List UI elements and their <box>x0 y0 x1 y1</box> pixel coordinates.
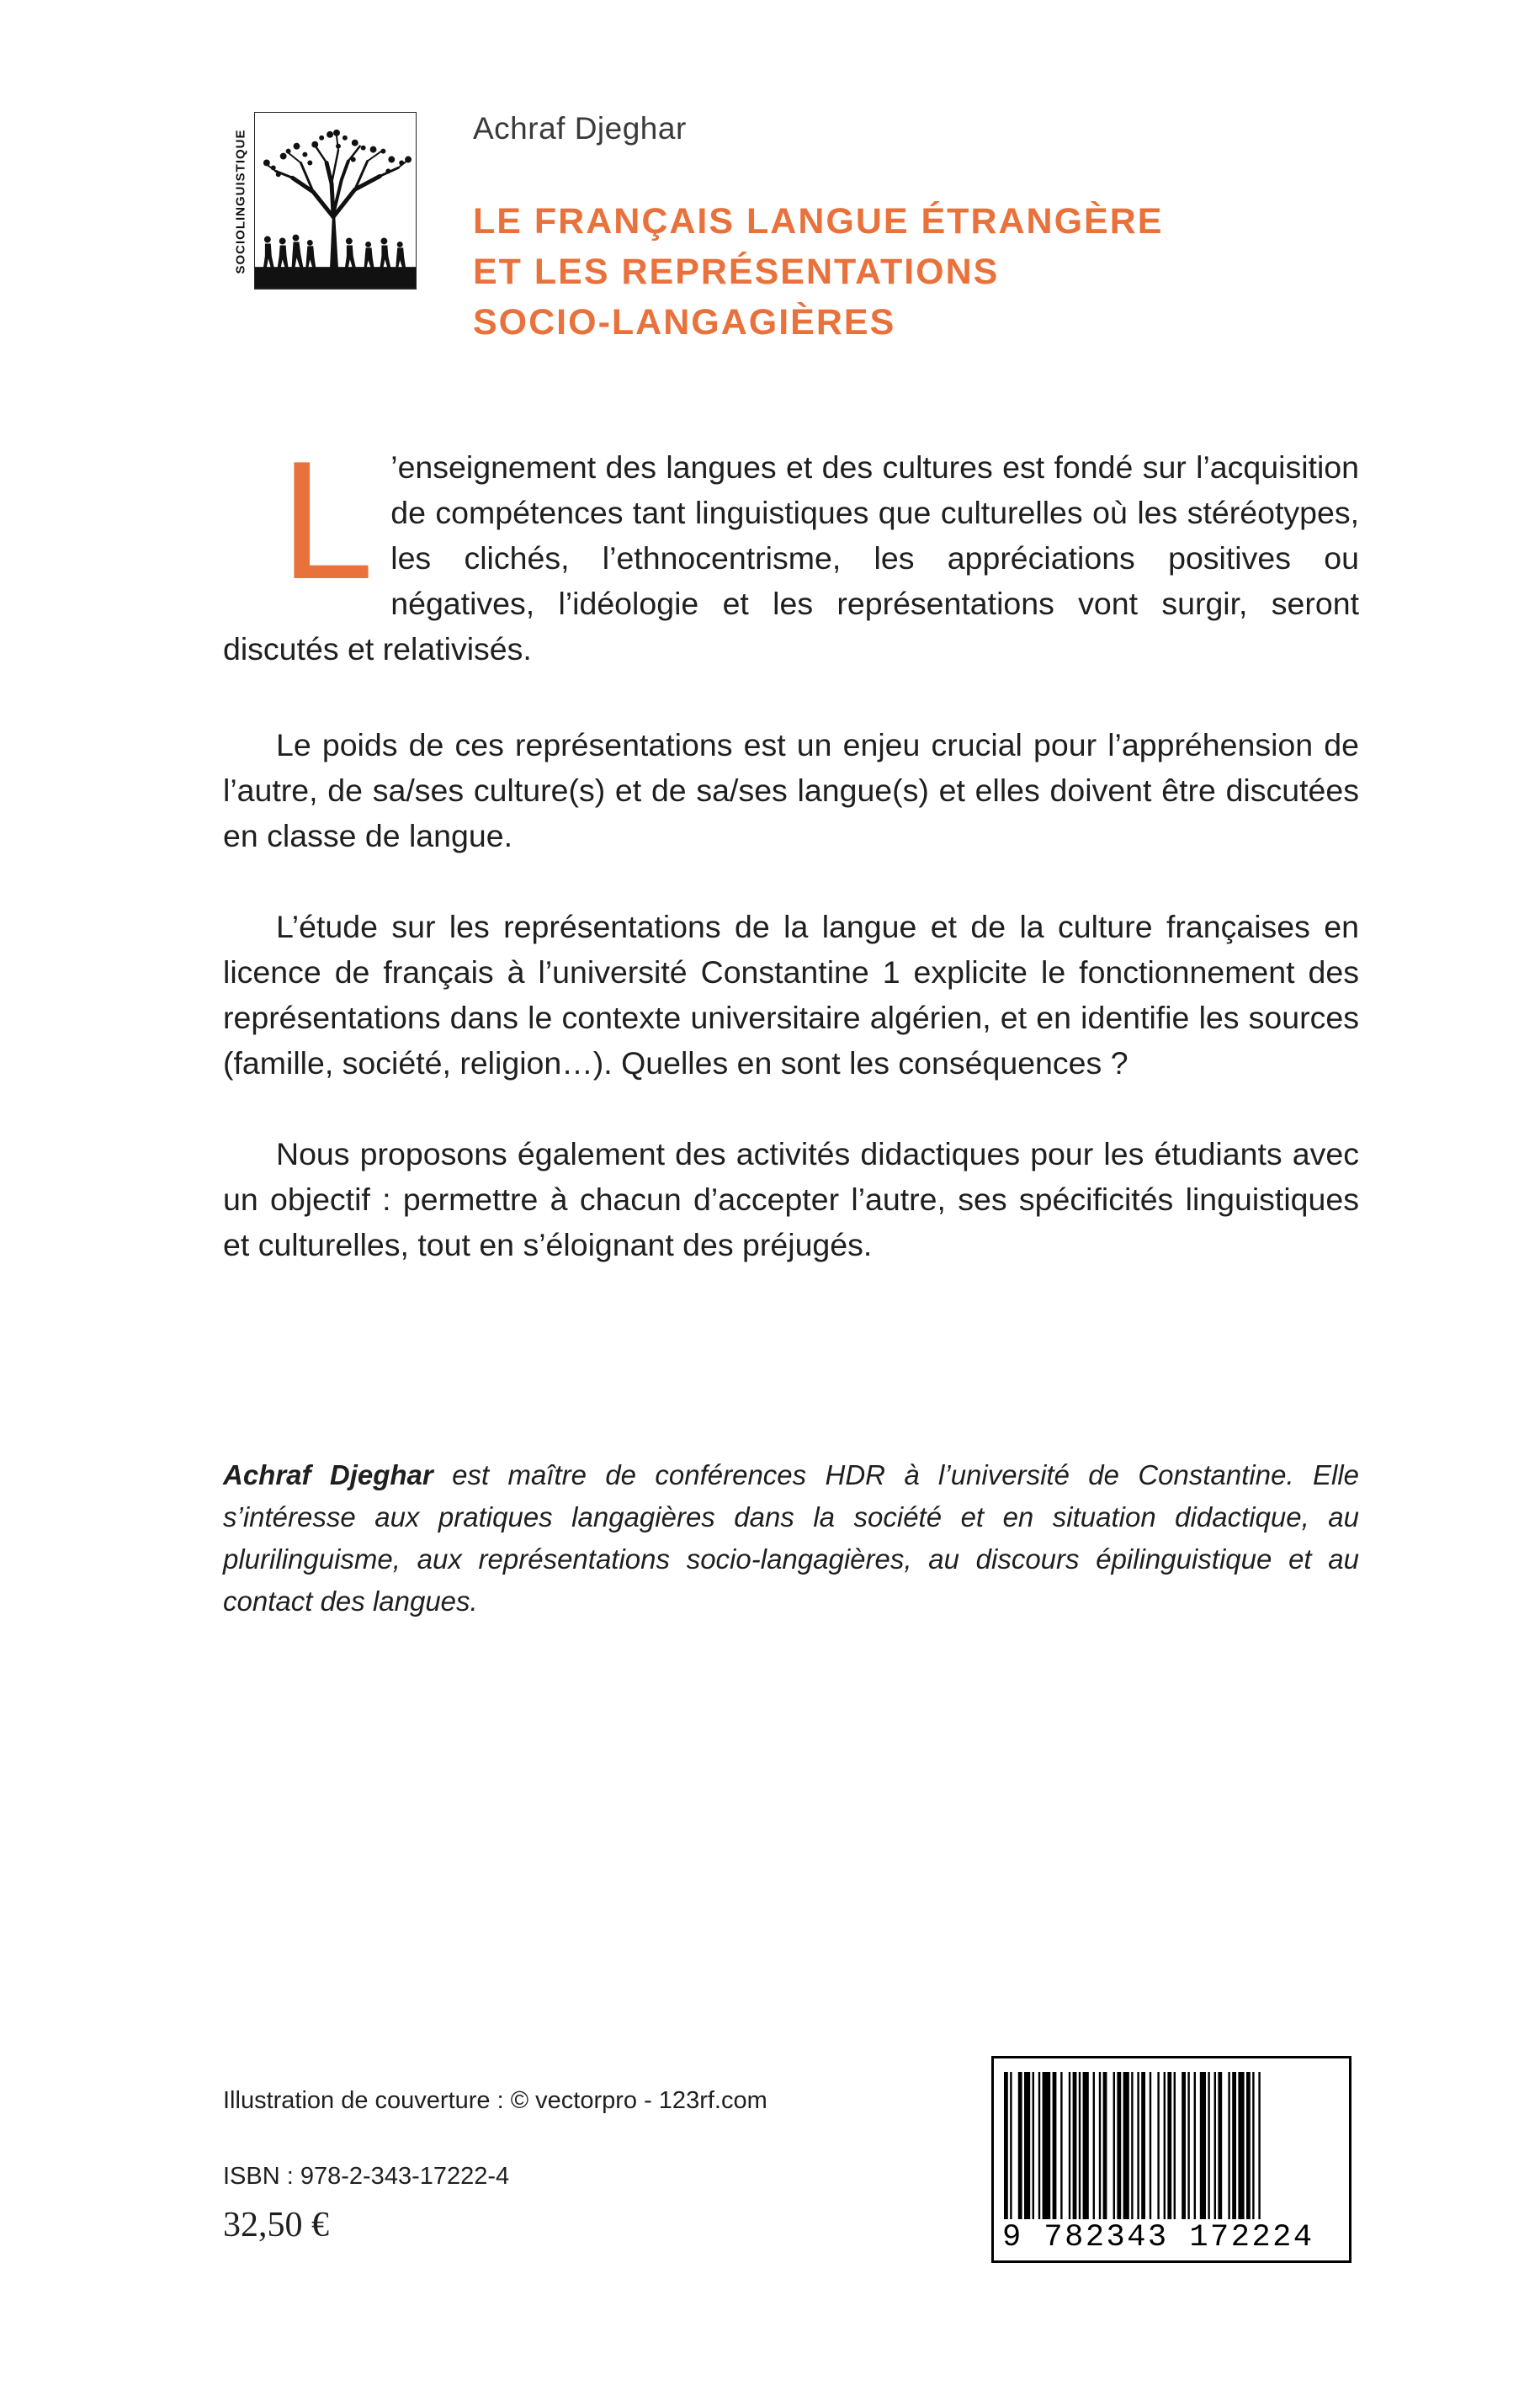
barcode <box>991 2056 1351 2263</box>
barcode-bar <box>1083 2072 1089 2219</box>
tree-with-people-icon <box>254 112 417 289</box>
barcode-bar <box>1038 2072 1040 2219</box>
barcode-bar <box>1238 2072 1244 2219</box>
price: 32,50 € <box>223 2206 329 2244</box>
barcode-bar <box>1010 2072 1012 2219</box>
barcode-bar <box>1099 2072 1101 2219</box>
barcode-bar <box>1093 2072 1095 2219</box>
barcode-bar <box>1167 2072 1171 2219</box>
barcode-bar <box>1004 2072 1008 2219</box>
barcode-bar <box>1228 2072 1229 2219</box>
barcode-bar <box>1218 2072 1222 2219</box>
barcode-bar <box>1200 2072 1206 2219</box>
barcode-bar <box>1141 2072 1145 2219</box>
title-line-3: SOCIO-LANGAGIÈRES <box>473 302 896 343</box>
bio-author-name: Achraf Djeghar <box>223 1459 433 1490</box>
title-line-2: ET LES REPRÉSENTATIONS <box>473 252 1000 292</box>
barcode-bar <box>1194 2072 1196 2219</box>
series-label <box>229 112 252 291</box>
paragraph-2: Le poids de ces représentations est un enjeu crucial pour l’appréhension de l’autre, de sa/ses culture(s) et de sa/ses langue(s) et elles doivent être discutées en classe de langue. <box>223 727 1359 853</box>
barcode-bar <box>1131 2072 1133 2219</box>
barcode-bar <box>1150 2072 1151 2219</box>
series-label-text: SOCIOLINGUISTIQUE <box>233 129 248 274</box>
barcode-bar <box>1258 2072 1260 2219</box>
isbn-number: ISBN : 978-2-343-17222-4 <box>223 2163 510 2190</box>
barcode-bar <box>1073 2072 1077 2219</box>
barcode-bar <box>1117 2072 1121 2219</box>
paragraph-3: L’étude sur les représentations de la langue et de la culture françaises en licence de français à l’université Constantine 1 explicite le fonctionnement des représentations dans le contexte universitaire algérien, et en identifie les sources (famille, société, religion…). Quelles en sont les conséquences ? <box>223 909 1359 1081</box>
barcode-bar <box>1060 2072 1062 2219</box>
paragraph-1 <box>223 427 1359 672</box>
barcode-bar <box>1079 2072 1081 2219</box>
illustration-credit: Illustration de couverture : © vectorpro - 123rf.com <box>223 2087 767 2114</box>
barcode-bar <box>1018 2072 1022 2219</box>
paragraph-4: Nous proposons également des activités didactiques pour les étudiants avec un objectif : permettre à chacun d’accepter l’autre, ses spécificités linguistiques et culturelles, tout en s’éloignant des préjugés. <box>223 1136 1359 1262</box>
barcode-bar <box>1137 2072 1139 2219</box>
barcode-bar <box>1113 2072 1115 2219</box>
barcode-bar <box>1024 2072 1030 2219</box>
title-line-1: LE FRANÇAIS LANGUE ÉTRANGÈRE <box>473 201 1164 242</box>
barcode-bar <box>1232 2072 1236 2219</box>
barcode-bar <box>1069 2072 1070 2219</box>
barcode-bar <box>1164 2072 1166 2219</box>
barcode-bar <box>1208 2072 1209 2219</box>
barcode-bar <box>1157 2072 1159 2219</box>
barcode-bar <box>1123 2072 1129 2219</box>
paragraph-1-text: ’enseignement des langues et des cultures est fondé sur l’acquisition de compétences tant linguistiques que culturelles où les stéréotypes, les clichés, l’ethnocentrisme, les appréciations positives ou négatives, l’idéologie et les représentations vont surgir, seront discutés et relativisés. <box>223 449 1359 667</box>
author-bio <box>223 1454 1359 1623</box>
series-logo <box>229 112 418 291</box>
barcode-bar <box>1033 2072 1034 2219</box>
barcode-bar <box>1252 2072 1254 2219</box>
barcode-bar <box>1182 2072 1186 2219</box>
drop-cap: L <box>280 427 374 614</box>
barcode-bar <box>1103 2072 1107 2219</box>
barcode-bar <box>1187 2072 1189 2219</box>
author-name: Achraf Djeghar <box>473 111 687 146</box>
barcode-digits: 9 782343 172224 <box>1002 2220 1314 2255</box>
barcode-bar <box>1053 2072 1057 2219</box>
barcode-bar <box>1246 2072 1251 2219</box>
barcode-bar <box>1214 2072 1216 2219</box>
book-title <box>473 196 1314 348</box>
barcode-bars <box>1001 2072 1342 2219</box>
barcode-bar <box>1043 2072 1051 2219</box>
bio-text: est maître de conférences HDR à l’université de Constantine. Elle s’intéresse aux pratiques langagières dans la société et en situation didactique, au plurilinguisme, aux représentations socio-langagières, au discours épilinguistique et au contact des langues. <box>223 1459 1359 1617</box>
barcode-bar <box>1174 2072 1176 2219</box>
